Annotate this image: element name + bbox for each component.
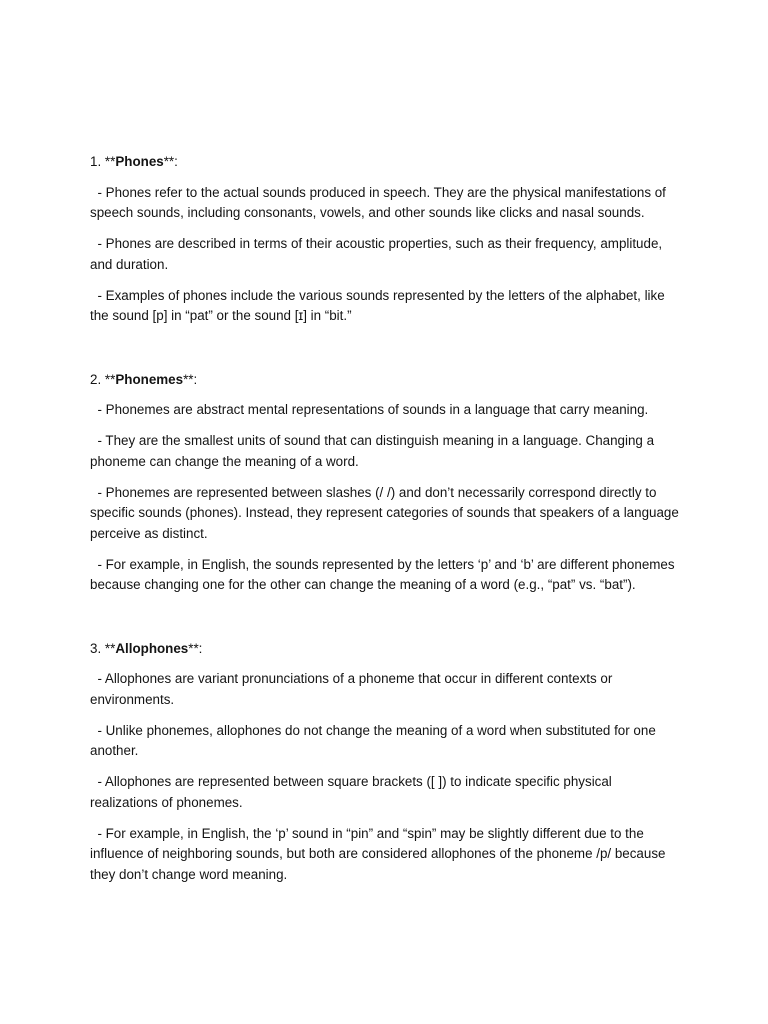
- bullet-paragraph: [90, 669, 680, 710]
- section-term: Phonemes: [115, 371, 184, 387]
- bullet-text: - They are the smallest units of sound that can distinguish meaning in a language. Changing a phoneme can change the meaning of a word.: [90, 433, 655, 469]
- bullet-text: - Allophones are represented between square brackets ([ ]) to indicate specific physical realizations of phonemes.: [90, 774, 612, 810]
- heading-stars-open: **: [104, 640, 116, 656]
- section-heading: [90, 639, 680, 660]
- section-heading: [90, 370, 680, 391]
- bullet-paragraph: [90, 772, 680, 813]
- heading-stars-close: **:: [188, 640, 203, 656]
- bullet-text: - Phonemes are represented between slashes (/ /) and don’t necessarily correspond directly to specific sounds (phones). Instead, they represent categories of sounds that speakers of a language perceive as distinct.: [90, 484, 679, 541]
- section-term: Phones: [115, 154, 164, 169]
- bullet-paragraph: [90, 483, 680, 545]
- bullet-text: - Allophones are variant pronunciations of a phoneme that occur in different contexts or environments.: [90, 671, 613, 707]
- heading-stars-open: **: [104, 371, 116, 387]
- bullet-text: - Examples of phones include the various sounds represented by the letters of the alphabet, like the sound [p] in “pat” or the sound [ɪ] in “bit.”: [90, 287, 665, 323]
- section-number: 3.: [90, 640, 102, 656]
- bullet-paragraph: [90, 286, 680, 327]
- bullet-paragraph: [90, 431, 680, 472]
- bullet-text: - Unlike phonemes, allophones do not change the meaning of a word when substituted for one another.: [90, 722, 656, 758]
- bullet-text: - For example, in English, the sounds represented by the letters ‘p’ and ‘b’ are different phonemes because changing one for the other can change the meaning of a word (e.g., “pat” vs. “bat”).: [90, 556, 675, 592]
- section-number: 2.: [90, 371, 102, 387]
- bullet-paragraph: [90, 824, 680, 886]
- bullet-text: - Phones refer to the actual sounds produced in speech. They are the physical manifestations of speech sounds, including consonants, vowels, and other sounds like clicks and nasal sounds.: [90, 184, 666, 220]
- section-phonemes: [90, 370, 680, 596]
- bullet-text: - For example, in English, the ‘p’ sound in “pin” and “spin” may be slightly different due to the influence of neighboring sounds, but both are considered allophones of the phoneme /p/ because they don’t change word meaning.: [90, 825, 666, 882]
- heading-stars-close: **:: [183, 371, 198, 387]
- heading-stars-open: **: [104, 154, 116, 169]
- document-page: [90, 152, 680, 928]
- section-number: 1.: [90, 154, 102, 169]
- bullet-paragraph: [90, 400, 680, 421]
- bullet-text: - Phones are described in terms of their acoustic properties, such as their frequency, amplitude, and duration.: [90, 236, 663, 272]
- heading-stars-close: **:: [163, 154, 178, 169]
- bullet-paragraph: [90, 234, 680, 275]
- section-term: Allophones: [115, 640, 189, 656]
- section-allophones: [90, 639, 680, 886]
- section-phones: [90, 152, 680, 327]
- section-heading: [90, 152, 680, 173]
- bullet-text: - Phonemes are abstract mental representations of sounds in a language that carry meaning.: [97, 402, 649, 417]
- bullet-paragraph: [90, 183, 680, 224]
- bullet-paragraph: [90, 721, 680, 762]
- bullet-paragraph: [90, 555, 680, 596]
